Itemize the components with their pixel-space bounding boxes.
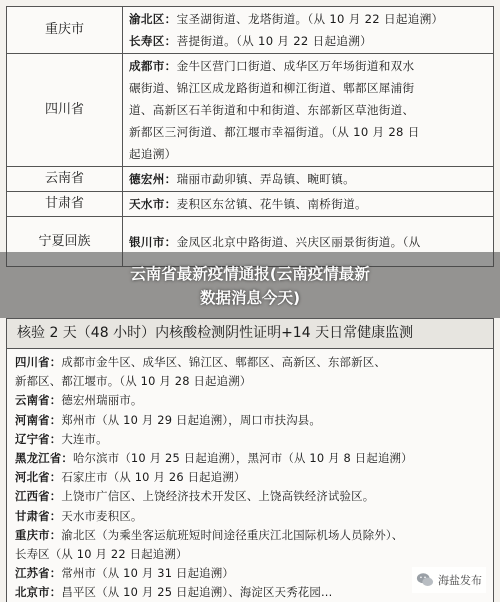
detail-line [129,121,487,143]
article-title-line1: 云南省最新疫情通报(云南疫情最新 [130,265,370,283]
list-text: 长寿区（从 10 月 22 日起追溯） [15,547,188,562]
province-cell: 四川省 [7,54,123,167]
detail-line [129,193,487,215]
city-label: 渝北区： [129,12,177,26]
source-name: 海盐发布 [438,574,482,587]
detail-line [129,231,487,253]
detail-text: 碾街道、锦江区成龙路街道和柳江街道、郫都区犀浦街 [129,81,415,95]
province-cell: 甘肃省 [7,192,123,217]
province-label: 辽宁省： [15,431,62,446]
province-label: 甘肃省： [15,508,62,523]
list-text: 石家庄市（从 10 月 26 日起追溯） [61,470,246,485]
detail-line [129,8,487,30]
province-label: 黑龙江省： [15,451,73,466]
article-title[interactable] [70,262,430,310]
city-label: 天水市： [129,197,177,211]
list-text: 渝北区（为乘坐客运航班短时间途径重庆江北国际机场人员除外）、 [61,527,404,542]
detail-line [129,99,487,121]
list-text: 上饶市广信区、上饶经济技术开发区、上饶高铁经济试验区。 [61,489,375,504]
wechat-icon [416,571,434,589]
list-item [15,391,485,410]
province-label: 江苏省： [15,566,62,581]
detail-text: 瑞丽市勐卯镇、弄岛镇、畹町镇。 [176,172,355,186]
section-heading: 核验 2 天（48 小时）内核酸检测阴性证明+14 天日常健康监测 [6,318,494,348]
table-row [7,192,494,217]
province-label: 北京市： [15,585,62,600]
detail-text: 道、高新区石羊街道和中和街道、东部新区草池街道、 [129,103,415,117]
detail-line [129,168,487,190]
detail-line [129,55,487,77]
article-title-line2: 数据消息今天) [199,289,301,307]
list-item [15,411,485,430]
detail-line [129,143,487,165]
source-watermark [412,567,486,593]
province-cell: 云南省 [7,167,123,192]
list-text: 昌平区（从 10 月 25 日起追溯）、海淀区天秀花园... [61,585,333,600]
detail-cell [123,192,494,217]
detail-text: 金凤区北京中路街道、兴庆区丽景街街道。（从 [176,234,421,249]
list-item [15,449,485,468]
province-label: 江西省： [15,489,62,504]
table-row [7,54,494,167]
province-cell: 重庆市 [7,7,123,54]
detail-text: 金牛区营门口街道、成华区万年场街道和双水 [176,59,415,73]
detail-text: 起追溯） [129,147,177,161]
list-item [15,468,485,487]
list-item [15,430,485,449]
province-label: 河南省： [15,412,62,427]
detail-text: 麦积区东岔镇、花牛镇、南桥街道。 [176,197,367,211]
list-text: 常州市（从 10 月 31 日起追溯） [61,566,234,581]
list-text: 德宏州瑞丽市。 [61,393,143,408]
detail-text: 宝圣湖街道、龙塔街道。（从 10 月 22 日起追溯） [176,12,444,26]
list-text: 哈尔滨市（10 月 25 日起追溯），黑河市（从 10 月 8 日起追溯） [72,451,413,466]
detail-cell [123,54,494,167]
table-row [7,7,494,54]
province-label: 云南省： [15,393,62,408]
list-item [15,526,485,545]
list-item [15,507,485,526]
detail-cell [123,167,494,192]
province-label: 重庆市： [15,527,62,542]
city-label: 银川市： [129,234,177,249]
list-text: 天水市麦积区。 [61,508,143,523]
list-text: 成都市金牛区、成华区、锦江区、郫都区、高新区、东部新区、 [61,355,386,369]
region-table [6,6,494,267]
list-item [15,353,485,372]
detail-text: 新都区三河街道、都江堰市幸福街道。（从 10 月 28 日 [129,125,420,139]
province-label: 四川省： [15,355,62,369]
list-text: 大连市。 [61,431,108,446]
table-row [7,167,494,192]
province-label: 河北省： [15,470,62,485]
city-label: 德宏州： [129,172,177,186]
list-text: 郑州市（从 10 月 29 日起追溯），周口市扶沟县。 [61,412,321,427]
detail-line [129,30,487,52]
detail-text: 菩提街道。（从 10 月 22 日起追溯） [176,34,373,48]
list-item [15,545,485,564]
detail-line [129,77,487,99]
list-text: 新都区、都江堰市。（从 10 月 28 日起追溯） [15,374,252,389]
city-label: 长寿区： [129,34,177,48]
detail-cell [123,7,494,54]
region-list [6,348,494,602]
city-label: 成都市： [129,59,177,73]
list-item [15,487,485,506]
province-cell: 宁夏回族 [7,217,123,267]
list-item [15,372,485,391]
